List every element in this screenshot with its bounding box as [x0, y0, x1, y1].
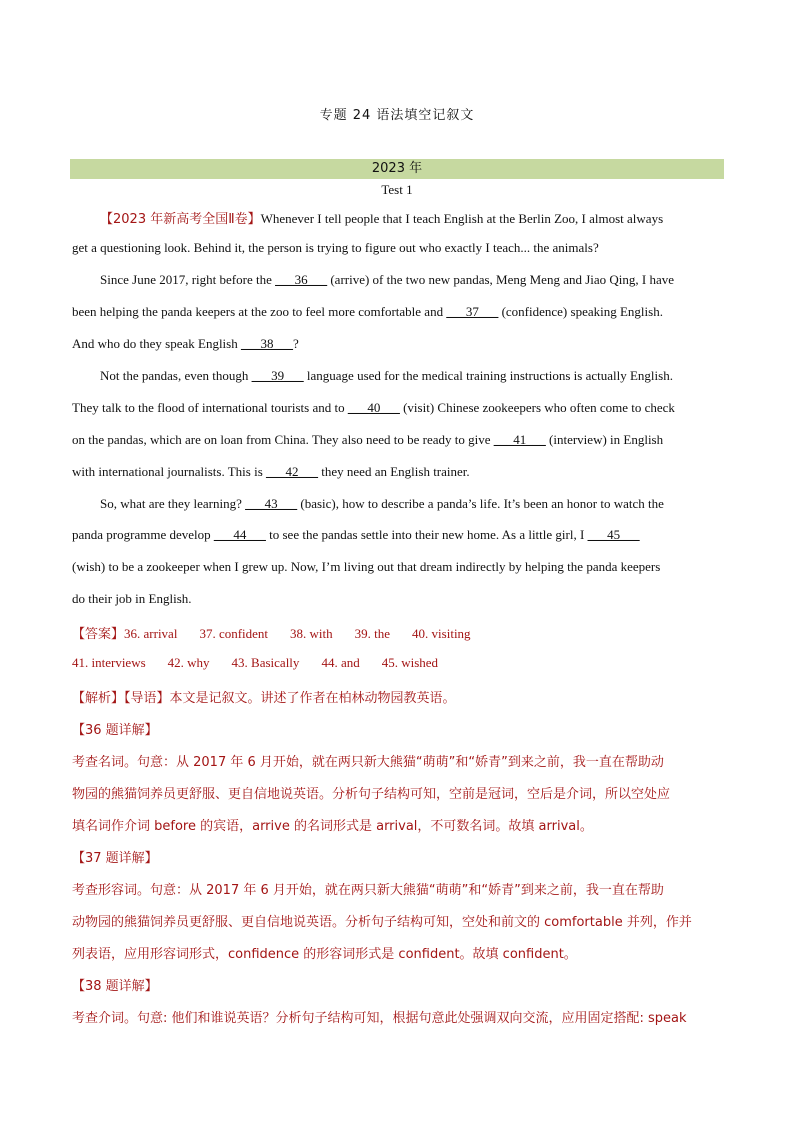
- analysis-line: 考查介词。句意: 他们和谁说英语？分析句子结构可知，根据句意此处强调双向交流，应用固定搭配: speak: [72, 1011, 687, 1026]
- passage-line: get a questioning look. Behind it, the person is trying to figure out who exactly I teach... the animals?: [72, 240, 599, 255]
- passage-line: [72, 304, 724, 320]
- passage-text: with international journalists. This is: [72, 464, 267, 479]
- answer-item: 45. wished: [381, 655, 439, 670]
- passage-text: they need an English trainer.: [318, 464, 470, 479]
- passage-line: [100, 496, 724, 512]
- passage-line: [72, 432, 724, 448]
- blank-45: ___45___: [587, 527, 640, 542]
- passage-line: [100, 272, 724, 288]
- passage-text: So, what are they learning?: [100, 496, 246, 511]
- blank-37: ___37___: [446, 304, 499, 319]
- section-heading-36: 【36 题详解】: [72, 723, 158, 738]
- passage-text: panda programme develop: [72, 527, 214, 542]
- answer-row: [72, 655, 724, 671]
- passage-text: on the pandas, which are on loan from China. They also need to be ready to give: [72, 432, 494, 447]
- passage-line: [72, 400, 724, 416]
- passage-text: language used for the medical training instructions is actually English.: [303, 368, 673, 383]
- analysis-line: 考查形容词。句意：从 2017 年 6 月开始，就在两只新大熊猫“萌萌”和“娇青”到来之前，我一直在帮助: [72, 883, 664, 898]
- passage-line: [100, 368, 724, 384]
- passage-line: do their job in English.: [72, 591, 192, 606]
- answer-label: 【答案】: [72, 627, 125, 642]
- blank-38: ___38___: [240, 336, 293, 351]
- source-tag: 【2023 年新高考全国Ⅱ卷】: [100, 212, 261, 227]
- page-title: 专题 24 语法填空记叙文: [319, 108, 475, 123]
- analysis-line: 考查名词。句意：从 2017 年 6 月开始，就在两只新大熊猫“萌萌”和“娇青”到来之前，我一直在帮助动: [72, 755, 664, 770]
- blank-44: ___44___: [213, 527, 266, 542]
- blank-36: ___36___: [275, 272, 328, 287]
- analysis-line: 动物园的熊猫饲养员更舒服、更自信地说英语。分析句子结构可知，空处和前文的 comfortable 并列，作并: [72, 915, 692, 930]
- answer-item: 41. interviews: [72, 655, 146, 670]
- test-label: Test 1: [381, 182, 413, 197]
- passage-text: Since June 2017, right before the: [100, 272, 276, 287]
- passage-text: (visit) Chinese zookeepers who often come to check: [399, 400, 675, 415]
- year-bar: 2023 年: [70, 159, 724, 179]
- blank-43: ___43___: [245, 496, 298, 511]
- passage-text: (arrive) of the two new pandas, Meng Meng and Jiao Qing, I have: [327, 272, 675, 287]
- passage-line: [100, 208, 724, 227]
- blank-40: ___40___: [347, 400, 400, 415]
- analysis-line: 物园的熊猫饲养员更舒服、更自信地说英语。分析句子结构可知，空前是冠词，空后是介词，所以空处应: [72, 787, 671, 802]
- answer-item: 39. the: [354, 626, 391, 641]
- passage-text: to see the pandas settle into their new home. As a little girl, I: [265, 527, 588, 542]
- blank-42: ___42___: [266, 464, 319, 479]
- blank-41: ___41___: [493, 432, 546, 447]
- passage-line: [72, 464, 724, 480]
- answer-item: 36. arrival: [124, 626, 178, 641]
- answer-item: 42. why: [167, 655, 210, 670]
- analysis-intro: 【解析】【导语】本文是记叙文。讲述了作者在柏林动物园教英语。: [72, 691, 456, 706]
- passage-text: They talk to the flood of international tourists and to: [72, 400, 348, 415]
- passage-text: (confidence) speaking English.: [498, 304, 663, 319]
- answer-item: 37. confident: [199, 626, 269, 641]
- passage-line: [72, 336, 724, 352]
- passage-line: (wish) to be a zookeeper when I grew up. Now, I’m living out that dream indirectly by helping the panda keepers: [72, 559, 661, 574]
- answer-item: 43. Basically: [231, 655, 300, 670]
- section-heading-38: 【38 题详解】: [72, 979, 158, 994]
- passage-text: been helping the panda keepers at the zoo to feel more comfortable and: [72, 304, 447, 319]
- answer-row: [72, 623, 724, 642]
- passage-text: And who do they speak English: [72, 336, 241, 351]
- analysis-line: 列表语，应用形容词形式，confidence 的形容词形式是 confident。故填 confident。: [72, 947, 577, 962]
- answer-item: 44. and: [321, 655, 360, 670]
- passage-line: [72, 527, 724, 543]
- passage-text: (interview) in English: [545, 432, 664, 447]
- passage-text: ?: [292, 336, 299, 351]
- passage-text: Not the pandas, even though: [100, 368, 252, 383]
- analysis-line: 填名词作介词 before 的宾语，arrive 的名词形式是 arrival，不可数名词。故填 arrival。: [72, 819, 593, 834]
- blank-39: ___39___: [251, 368, 304, 383]
- passage-text: Whenever I tell people that I teach English at the Berlin Zoo, I almost always: [260, 211, 664, 226]
- section-heading-37: 【37 题详解】: [72, 851, 158, 866]
- answer-item: 40. visiting: [412, 626, 471, 641]
- answer-item: 38. with: [290, 626, 333, 641]
- passage-text: (basic), how to describe a panda’s life. It’s been an honor to watch the: [297, 496, 664, 511]
